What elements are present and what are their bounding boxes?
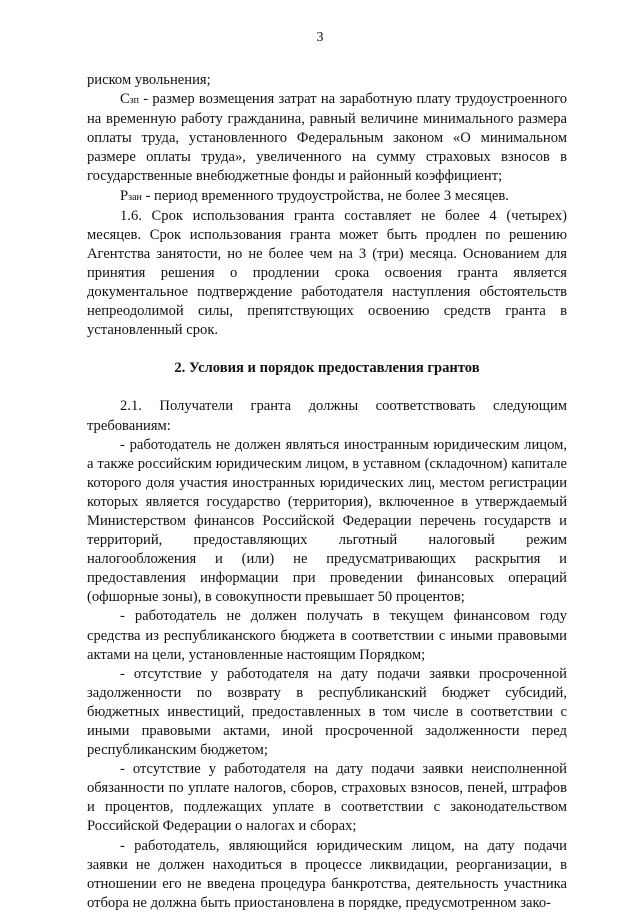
paragraph-text: - отсутствие у работодателя на дату подачи заявки просроченной задолженности по возврату в республиканский бюджет субсидий, бюджетных инвестиций, предоставленных в том числе в соответствии с иными правовыми актами, иной просроченной задолженности перед республиканским бюджетом; <box>87 665 567 759</box>
variable-symbol: Р <box>120 187 129 204</box>
paragraph-text: - размер возмещения затрат на заработную плату трудоустроенного на временную работу гражданина, равный величине минимального размера оплаты труда, установленного Федеральным законом «О минимальном размере оплаты труда», увеличенного на сумму страховых взносов в государственные внебюджетные фонды и районный коэффициент; <box>87 91 567 185</box>
variable-subscript: зп <box>129 95 140 107</box>
paragraph <box>87 665 567 760</box>
paragraph <box>87 397 567 435</box>
document-body <box>87 71 567 913</box>
paragraph <box>87 760 567 836</box>
paragraph <box>87 187 567 207</box>
paragraph-text: - работодатель не должен получать в текущем финансовом году средства из республиканского бюджета в соответствии с иными правовыми актами на цели, установленные настоящим Порядком; <box>87 608 567 663</box>
variable-symbol: С <box>120 91 130 108</box>
paragraph <box>87 90 567 186</box>
paragraph-text: 1.6. Срок использования гранта составляет не более 4 (четырех) месяцев. Срок использования гранта может быть продлен по решению Агентства занятости, но не более чем на 3 (три) месяца. Основанием для принятия решения о продлении срока освоения гранта является документальное подтверждение работодателя наступления обстоятельств непреодолимой силы, препятствующих освоению средств гранта в установленный срок. <box>87 207 567 339</box>
paragraph <box>87 607 567 664</box>
variable-subscript: зан <box>128 191 142 203</box>
paragraph-text: 2.1. Получатели гранта должны соответствовать следующим требованиям: <box>87 398 567 434</box>
paragraph <box>87 837 567 913</box>
paragraph-text: - период временного трудоустройства, не более 3 месяцев. <box>141 187 509 204</box>
section-heading: 2. Условия и порядок предоставления грантов <box>174 360 480 377</box>
page-number: 3 <box>316 30 324 45</box>
paragraph-text: - работодатель не должен являться иностранным юридическим лицом, а также российским юридическим лицом, в уставном (складочном) капитале которого доля участия иностранных юридических лиц, местом регистрации которых является государство (территория), включенное в утверждаемый Министерством финансов Российской Федерации перечень государств и территорий, предоставляющих льготный налоговый режим налогообложения и (или) не предусматривающих раскрытия и предоставления информации при проведении финансовых операций (офшорные зоны), в совокупности превышает 50 процентов; <box>87 436 567 606</box>
paragraph <box>87 436 567 608</box>
paragraph-text: - отсутствие у работодателя на дату подачи заявки неисполненной обязанности по уплате налогов, сборов, страховых взносов, пеней, штрафов и процентов, подлежащих уплате в соответствии с законодательством Российской Федерации о налогах и сборах; <box>87 761 567 835</box>
paragraph <box>87 71 567 90</box>
paragraph <box>87 207 567 341</box>
paragraph-text: риском увольнения; <box>87 72 211 88</box>
paragraph-text: - работодатель, являющийся юридическим лицом, на дату подачи заявки не должен находиться в процессе ликвидации, реорганизации, в отношении его не введена процедура банкротства, деятельность участника отбора не должна быть приостановлена в порядке, предусмотренном зако- <box>87 837 567 911</box>
